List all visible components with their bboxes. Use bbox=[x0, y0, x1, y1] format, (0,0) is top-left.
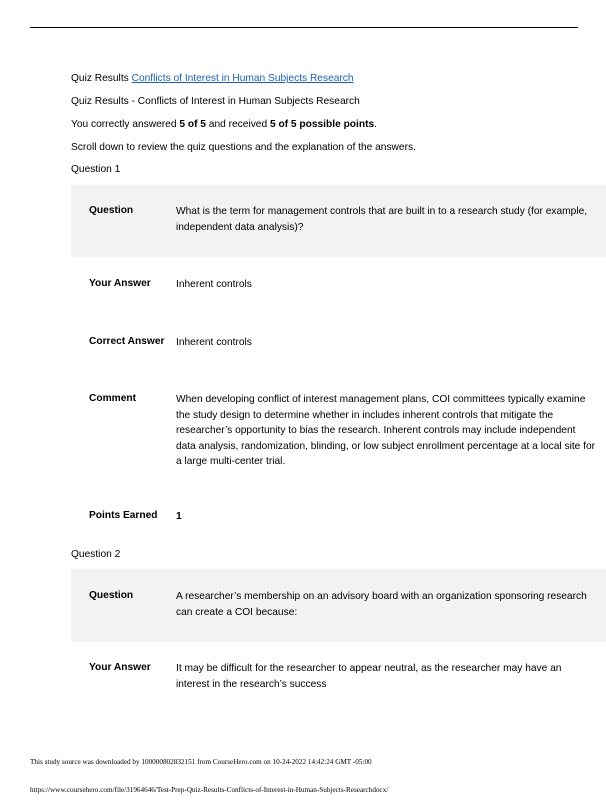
question-1-comment: When developing conflict of interest management plans, COI committees typically examine the study design to determine whether in includes inherent controls that mitigate the researcher’s opportunity to bias the research. Inherent controls may include independent data analysis, randomization, blinding, or low subject enrollment percentage at a local site for a large multi-center trial. bbox=[176, 394, 596, 467]
question-1-heading: Question 1 bbox=[71, 164, 121, 175]
quiz-title-link[interactable]: Conflicts of Interest in Human Subjects Research bbox=[131, 73, 354, 84]
review-instructions: Scroll down to review the quiz questions and the explanation of the answers. bbox=[71, 142, 416, 153]
question-2-your-answer: It may be difficult for the researcher to appear neutral, as the researcher may have an interest in the research’s success bbox=[176, 663, 562, 690]
question-1-your-answer: Inherent controls bbox=[176, 279, 252, 290]
quiz-results-prefix: Quiz Results bbox=[71, 73, 129, 84]
score-text-after: . bbox=[374, 119, 377, 130]
your-answer-label: Your Answer bbox=[89, 662, 151, 673]
score-text-before: You correctly answered bbox=[71, 119, 180, 130]
score-points: 5 of 5 possible points bbox=[269, 119, 375, 130]
question-1-correct-answer: Inherent controls bbox=[176, 337, 252, 348]
question-2-text: A researcher’s membership on an advisory board with an organization sponsoring research can create a COI because: bbox=[176, 591, 587, 618]
score-summary bbox=[71, 119, 377, 130]
score-correct-count: 5 of 5 bbox=[179, 119, 206, 130]
score-text-middle: and received bbox=[205, 119, 270, 130]
comment-label: Comment bbox=[89, 393, 136, 404]
question-label: Question bbox=[89, 590, 134, 601]
top-divider bbox=[30, 27, 578, 28]
quiz-subtitle: Quiz Results - Conflicts of Interest in Human Subjects Research bbox=[71, 96, 360, 107]
source-url: https://www.coursehero.com/file/31964646/Test-Prep-Quiz-Results-Conflicts-of-Interest-in-Human-Subjects-Researchdocx/ bbox=[30, 786, 389, 794]
download-note: This study source was downloaded by 100000802832151 from CourseHero.com on 10-24-2022 14:42:24 GMT -05:00 bbox=[30, 758, 372, 766]
question-2-heading: Question 2 bbox=[71, 549, 121, 560]
quiz-results-title bbox=[71, 73, 354, 84]
question-1-text: What is the term for management controls that are built in to a research study (for example, independent data analysis)? bbox=[176, 206, 588, 233]
question-label: Question bbox=[89, 205, 134, 216]
your-answer-label: Your Answer bbox=[89, 278, 151, 289]
question-1-points: 1 bbox=[176, 511, 182, 522]
correct-answer-label: Correct Answer bbox=[89, 336, 165, 347]
points-earned-label: Points Earned bbox=[89, 510, 158, 521]
